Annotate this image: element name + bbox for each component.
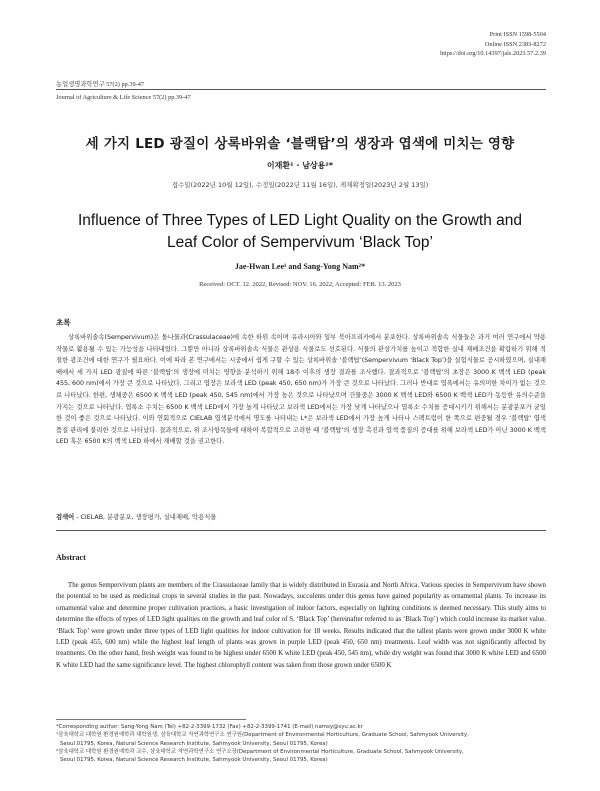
authors-ko: 이재환¹ · 남상용²* xyxy=(266,161,334,170)
keywords-label: 검색어 xyxy=(56,514,75,521)
doi-link[interactable]: https://doi.org/10.14397/jals.2023.57.2.39 xyxy=(440,50,546,57)
dates-ko: 접수일(2022년 10월 12일), 수정일(2022년 11월 16일), 게재확정일(2023년 2월 13일) xyxy=(171,181,429,189)
abstract-en xyxy=(56,580,546,671)
title-en-line1: Influence of Three Types of LED Light Quality on the Growth and xyxy=(77,212,523,229)
affiliation-1-cont: Seoul 01795, Korea, Natural Science Research Institute, Sahmyook University, Seoul 01795, Korea) xyxy=(60,740,328,747)
affiliation-2-cont: Seoul 01795, Korea, Natural Science Research Institute, Sahmyook University, Seoul 01795, Korea) xyxy=(60,757,328,764)
keywords-row xyxy=(56,512,546,521)
journal-ko: 농업생명과학연구 57(2) pp.39-47 xyxy=(56,81,145,88)
keywords-list: - CIELAB, 분광분포, 생장평가, 실내재배, 악용식물 xyxy=(76,514,217,521)
affiliation-2: ²삼육대학교 대학원 환경원예학과 교수, 삼육대학교 자연과학연구소 연구소장(Department of Environmental Horticulture, Graduate School, Sahmyook University, xyxy=(56,748,464,755)
issn-block xyxy=(440,30,546,59)
title-en-line2: Leaf Color of Sempervivum ‘Black Top’ xyxy=(167,234,433,251)
title-en xyxy=(0,210,600,254)
corresponding-author: *Corresponding author: Sang-Yong Nam (Tel) +82-2-3399-1732 (Fax) +82-2-3399-1741 (E-mail) namsy@syu.ac.kr xyxy=(56,724,363,730)
abstract-ko xyxy=(56,332,546,448)
footnote-rule xyxy=(56,719,246,720)
affiliation-1: ¹삼육대학교 대학원 환경원예학과 대학원생, 삼육대학교 자연과학연구소 연구원(Department of Environmental Horticulture, Graduate School, Sahmyook University, xyxy=(56,732,469,739)
footnotes xyxy=(56,723,546,764)
abstract-en-text: The genus Sempervivum plants are members of the Crassulaceae family that is widely distributed in Eurasia and North Africa. Various species in Sempervivum have shown the potential to be used as medicinal crops in several studies in the past. Nowadays, succulents under this genus have gained popularity as ornamental plants. To increase its ornamental value and determine proper cultivation practices, a basic investigation of indoor factors, especially on lighting conditions is deemed necessary. This study aims to determine the effects of types of LED light qualities on the growth and leaf color of S. ‘Black Top’ (hereinafter referred to as ‘Black Top’) which could increase its market value. ‘Black Top’ were grown under three types of LED light qualities for indoor cultivation for 18 weeks. Results indicated that the tallest plants were grown under 3000 K white LED (peak 455, 600 nm) while the highest leaf length of plants was grown in purple LED (peak 450, 650 nm) treatments. Leaf width was not significantly affected by treatments. On the other hand, fresh weight was found to be highest under 6500 K white LED (peak 450, 545 nm), while dry weight was found that 3000 K white LED and 6500 K white LED had the same significance level. The highest chlorophyll content was taken from those grown under 6500 K xyxy=(56,582,546,669)
section-divider xyxy=(56,530,546,531)
dates-en: Received: OCT. 12. 2022, Revised: NOV. 16. 2022, Accepted: FEB. 13. 2023 xyxy=(199,281,401,288)
abstract-ko-heading: 초록 xyxy=(56,318,71,327)
title-ko: 세 가지 LED 광질이 상록바위솔 ‘블랙탑’의 생장과 엽색에 미치는 영향 xyxy=(85,136,515,152)
authors-en: Jae-Hwan Lee¹ and Sang-Yong Nam²* xyxy=(234,262,366,271)
abstract-ko-text: 상록바위솔속(Sempervivum)은 돌나물과(Crassulaceae)에 속한 하위 속이며 유라시아와 일부 북아프리카에서 분포한다. 상록바위솔속 식물들은 과거 여러 연구에서 약용작물로 활용될 수 있는 가능성을 나타내었다. 그뿐만 아니라 상록바위솔속 식물은 관상용 식물로도 선호된다. 식물의 관상가치를 높이고 적합한 실내 재배조건을 확립하기 위해 적절한 광조건에 대한 연구가 필요하다. 이에 따라 본 연구에서는 시중에서 쉽게 구할 수 있는 상록바위솔 ‘블랙탑’(Sempervivum ‘Black Top’)을 실험식물로 공시하였으며, 실내재배에서 세 가지 LED 광질에 따른 ‘블랙탑’의 생장에 미치는 영향을 분석하기 위해 18주 이후의 생장 결과를 조사했다. 결과적으로 ‘블랙탑’의 초장은 3000 K 백색 LED (peak 455, 600 nm)에서 가장 큰 것으로 나타났다. 그리고 엽장은 보라색 LED (peak 450, 650 nm)가 가장 큰 것으로 나타났다. 그러나 반대로 엽폭에서는 유의미한 차이가 없는 것으로 나타났다. 한편, 생체중은 6500 K 백색 LED (peak 450, 545 nm)에서 가장 높은 것으로 나타났으며 건물중은 3000 K 백색 LED와 6500 K 백색 LED가 동등한 유의수준을 가지는 것으로 나타났다. 엽록소 수치는 6500 K 백색 LED에서 가장 높게 나타났고 보라색 LED에서는 가장 낮게 나타났으나 엽록소 수치를 증대시키기 위해서는 분광분포가 균일한 것이 좋은 것으로 나타났다. 이와 연회적으로 CIELAB 엽색분석에서 명도를 나타내는 L*은 보라색 LED에서 가장 높게 나타나 스펙트럼이 한 쪽으로 편중될 경우 ‘블랙탑’ 엽색 품질 관리에 불리한 것으로 나타났다. 결과적으로, 위 조사항목들에 대하여 복합적으로 고려한 때 ‘블랙탑’의 생장 촉진과 엽색 품질의 증대를 위해 보라색 LED가 아닌 3000 K 백색 LED 혹은 6500 K의 백색 LED 하에서 재배할 것을 권고한다. xyxy=(56,334,546,446)
journal-en: Journal of Agriculture & Life Science 57(2) pp.39-47 xyxy=(56,94,191,101)
print-issn: Print ISSN 1598-5504 xyxy=(489,31,546,38)
abstract-en-heading: Abstract xyxy=(56,553,86,562)
online-issn: Online ISSN 2383-8272 xyxy=(484,40,546,48)
header-divider xyxy=(56,89,546,90)
